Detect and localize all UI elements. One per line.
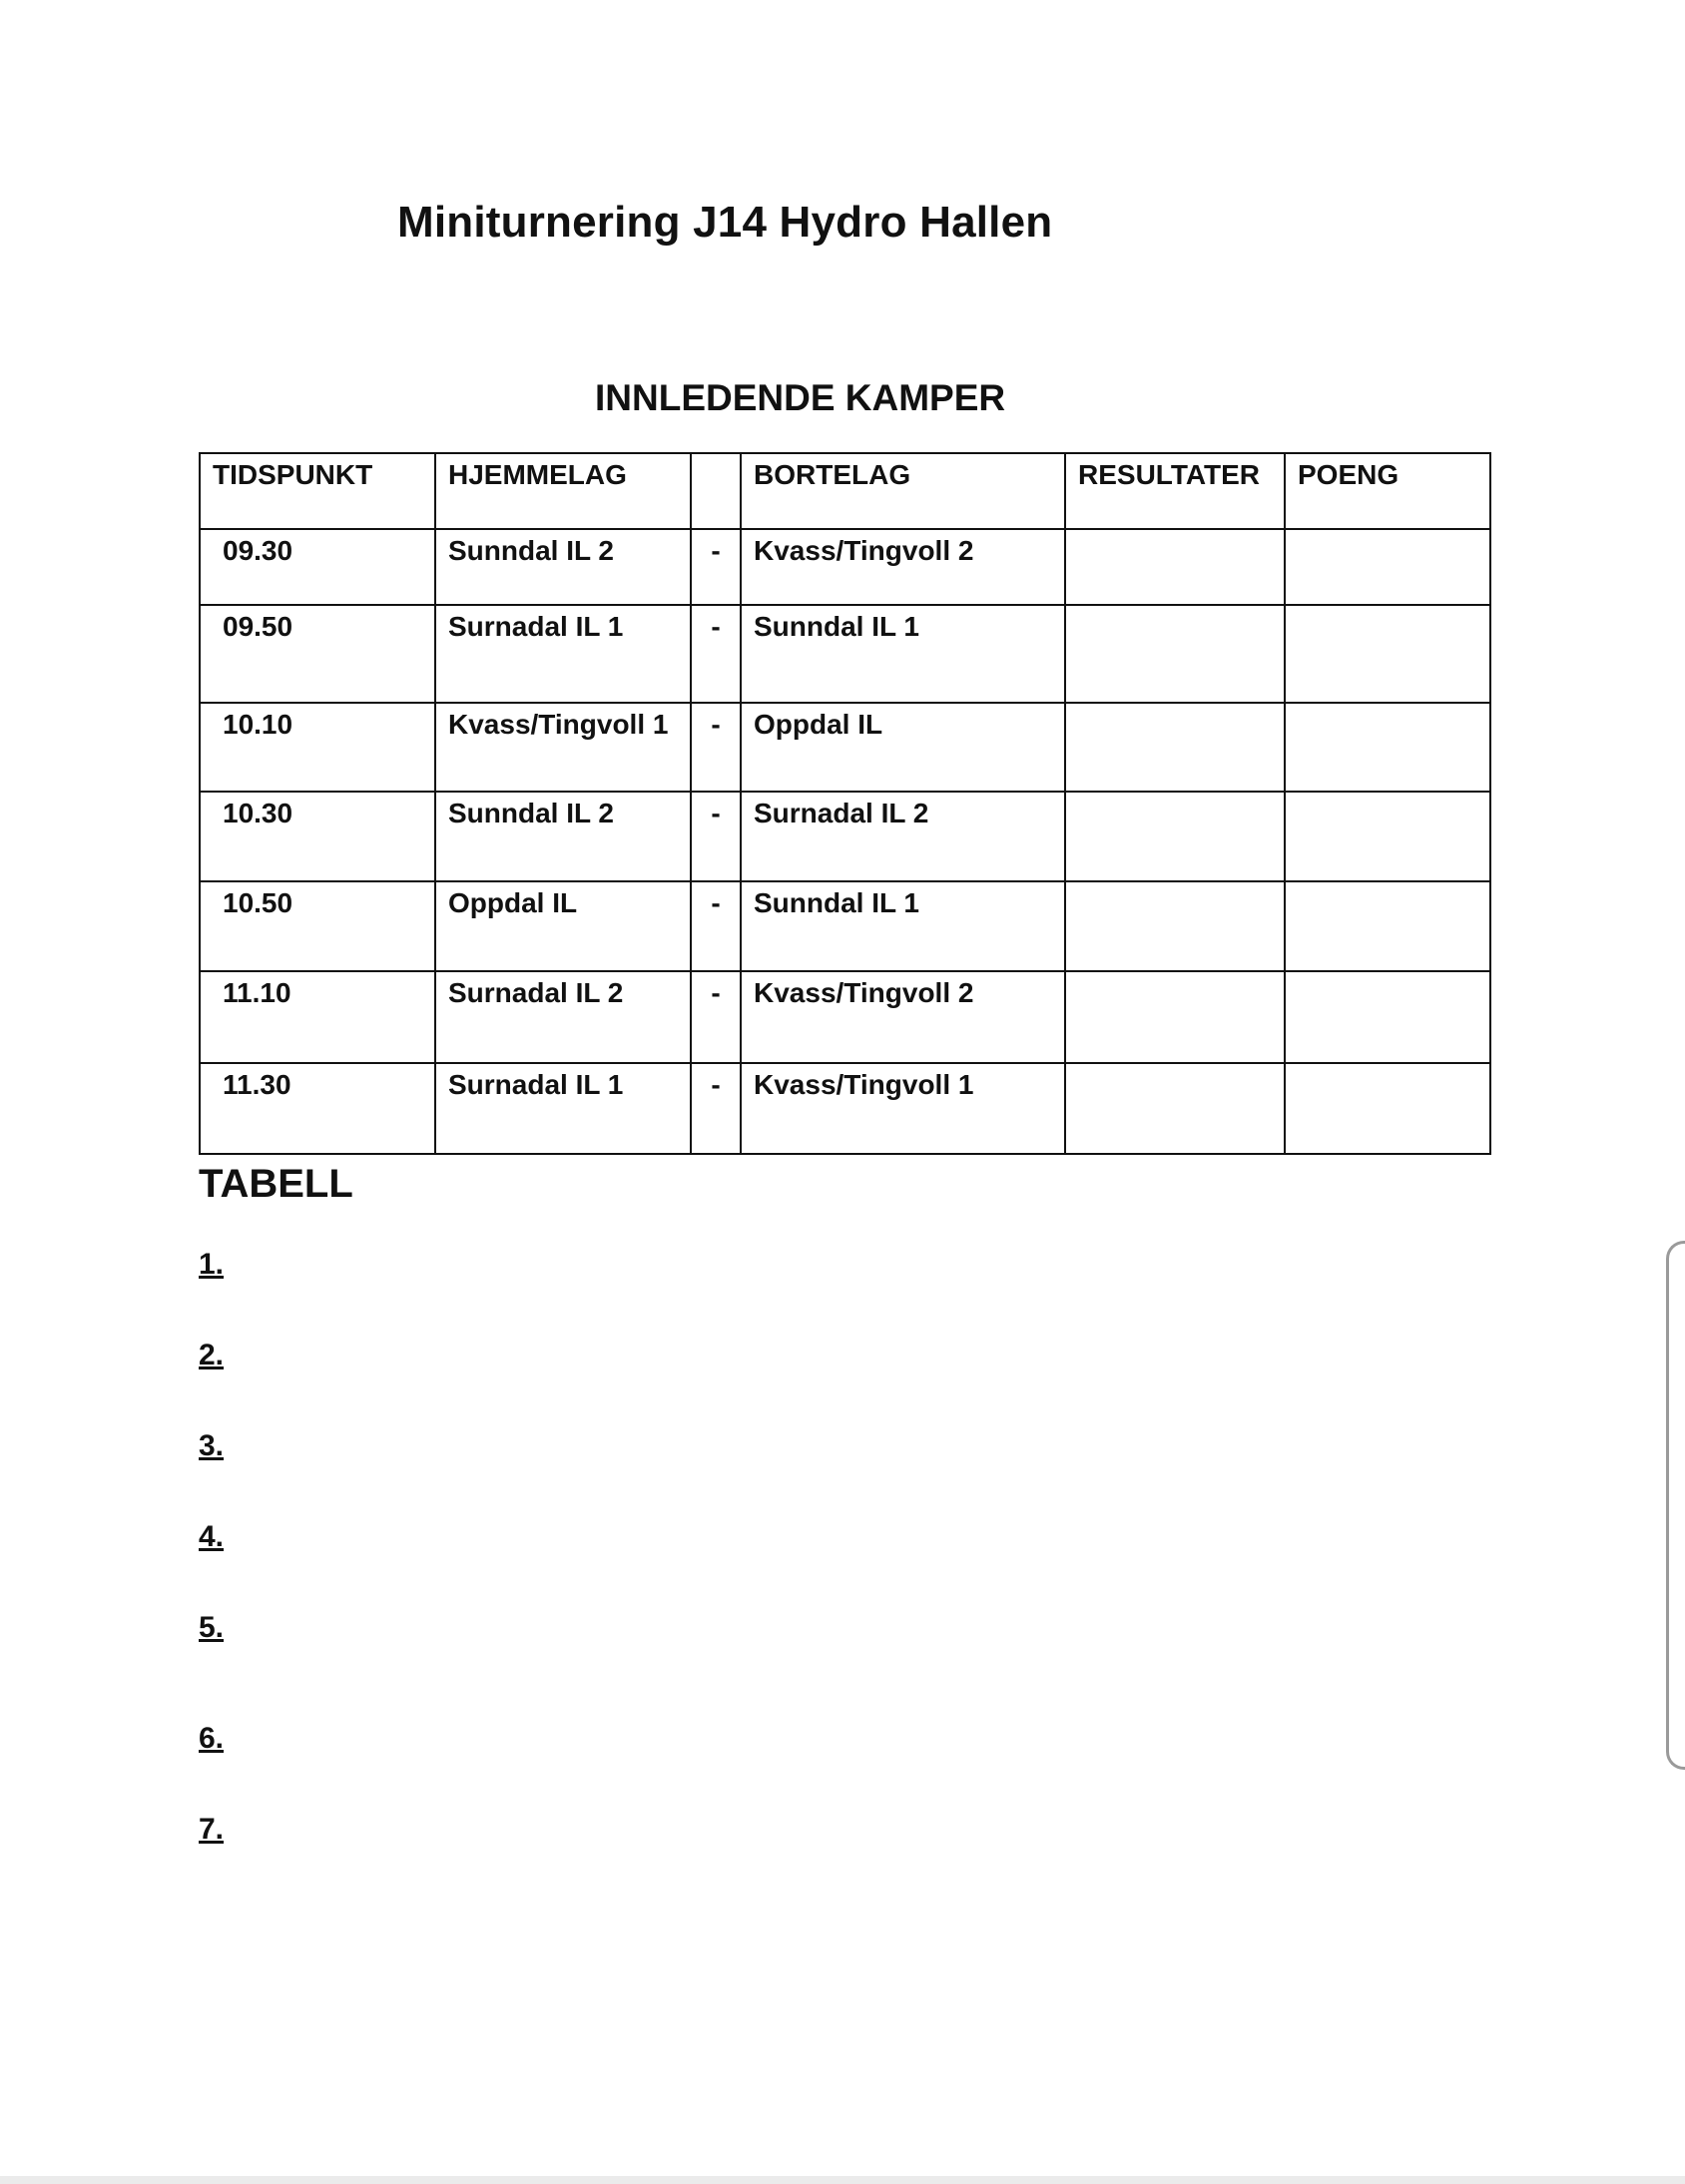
home-team: Surnadal IL 2 bbox=[435, 971, 691, 1063]
match-separator: - bbox=[691, 971, 741, 1063]
header-points: POENG bbox=[1285, 453, 1490, 529]
away-team: Kvass/Tingvoll 1 bbox=[741, 1063, 1065, 1154]
table-row bbox=[200, 1063, 1490, 1154]
away-team: Oppdal IL bbox=[741, 703, 1065, 792]
header-away-team: BORTELAG bbox=[741, 453, 1065, 529]
result-cell bbox=[1065, 971, 1285, 1063]
header-home-team: HJEMMELAG bbox=[435, 453, 691, 529]
match-separator: - bbox=[691, 881, 741, 971]
match-time: 10.50 bbox=[200, 881, 435, 971]
section-title: INNLEDENDE KAMPER bbox=[595, 377, 1006, 418]
match-time: 11.30 bbox=[200, 1063, 435, 1154]
match-time: 11.10 bbox=[200, 971, 435, 1063]
standings-item: 6. bbox=[199, 1722, 225, 1755]
table-header-row bbox=[200, 453, 1490, 529]
home-team: Surnadal IL 1 bbox=[435, 1063, 691, 1154]
match-time: 10.10 bbox=[200, 703, 435, 792]
header-results: RESULTATER bbox=[1065, 453, 1285, 529]
home-team: Surnadal IL 1 bbox=[435, 605, 691, 703]
standings-item: 2. bbox=[199, 1339, 225, 1371]
page-bottom-edge bbox=[0, 2176, 1685, 2184]
points-cell bbox=[1285, 1063, 1490, 1154]
points-cell bbox=[1285, 703, 1490, 792]
result-cell bbox=[1065, 529, 1285, 605]
standings-title: TABELL bbox=[199, 1162, 353, 1206]
table-row bbox=[200, 971, 1490, 1063]
match-time: 09.50 bbox=[200, 605, 435, 703]
match-separator: - bbox=[691, 605, 741, 703]
match-time: 10.30 bbox=[200, 792, 435, 881]
match-separator: - bbox=[691, 703, 741, 792]
document-title: Miniturnering J14 Hydro Hallen bbox=[397, 198, 1053, 247]
table-row bbox=[200, 529, 1490, 605]
standings-item: 1. bbox=[199, 1248, 225, 1281]
match-separator: - bbox=[691, 529, 741, 605]
table-row bbox=[200, 792, 1490, 881]
match-separator: - bbox=[691, 1063, 741, 1154]
result-cell bbox=[1065, 792, 1285, 881]
standings-item: 4. bbox=[199, 1520, 225, 1553]
away-team: Surnadal IL 2 bbox=[741, 792, 1065, 881]
home-team: Oppdal IL bbox=[435, 881, 691, 971]
result-cell bbox=[1065, 703, 1285, 792]
away-team: Kvass/Tingvoll 2 bbox=[741, 971, 1065, 1063]
header-time: TIDSPUNKT bbox=[200, 453, 435, 529]
side-panel-handle[interactable] bbox=[1666, 1241, 1685, 1770]
result-cell bbox=[1065, 881, 1285, 971]
points-cell bbox=[1285, 605, 1490, 703]
away-team: Sunndal IL 1 bbox=[741, 605, 1065, 703]
standings-item: 3. bbox=[199, 1429, 225, 1462]
match-schedule-table bbox=[199, 452, 1491, 1155]
home-team: Sunndal IL 2 bbox=[435, 529, 691, 605]
match-separator: - bbox=[691, 792, 741, 881]
points-cell bbox=[1285, 971, 1490, 1063]
away-team: Sunndal IL 1 bbox=[741, 881, 1065, 971]
standings-item: 7. bbox=[199, 1813, 225, 1846]
home-team: Kvass/Tingvoll 1 bbox=[435, 703, 691, 792]
points-cell bbox=[1285, 792, 1490, 881]
result-cell bbox=[1065, 605, 1285, 703]
home-team: Sunndal IL 2 bbox=[435, 792, 691, 881]
table-row bbox=[200, 881, 1490, 971]
table-row bbox=[200, 703, 1490, 792]
header-separator bbox=[691, 453, 741, 529]
away-team: Kvass/Tingvoll 2 bbox=[741, 529, 1065, 605]
match-time: 09.30 bbox=[200, 529, 435, 605]
standings-item: 5. bbox=[199, 1611, 225, 1644]
result-cell bbox=[1065, 1063, 1285, 1154]
table-row bbox=[200, 605, 1490, 703]
points-cell bbox=[1285, 529, 1490, 605]
points-cell bbox=[1285, 881, 1490, 971]
